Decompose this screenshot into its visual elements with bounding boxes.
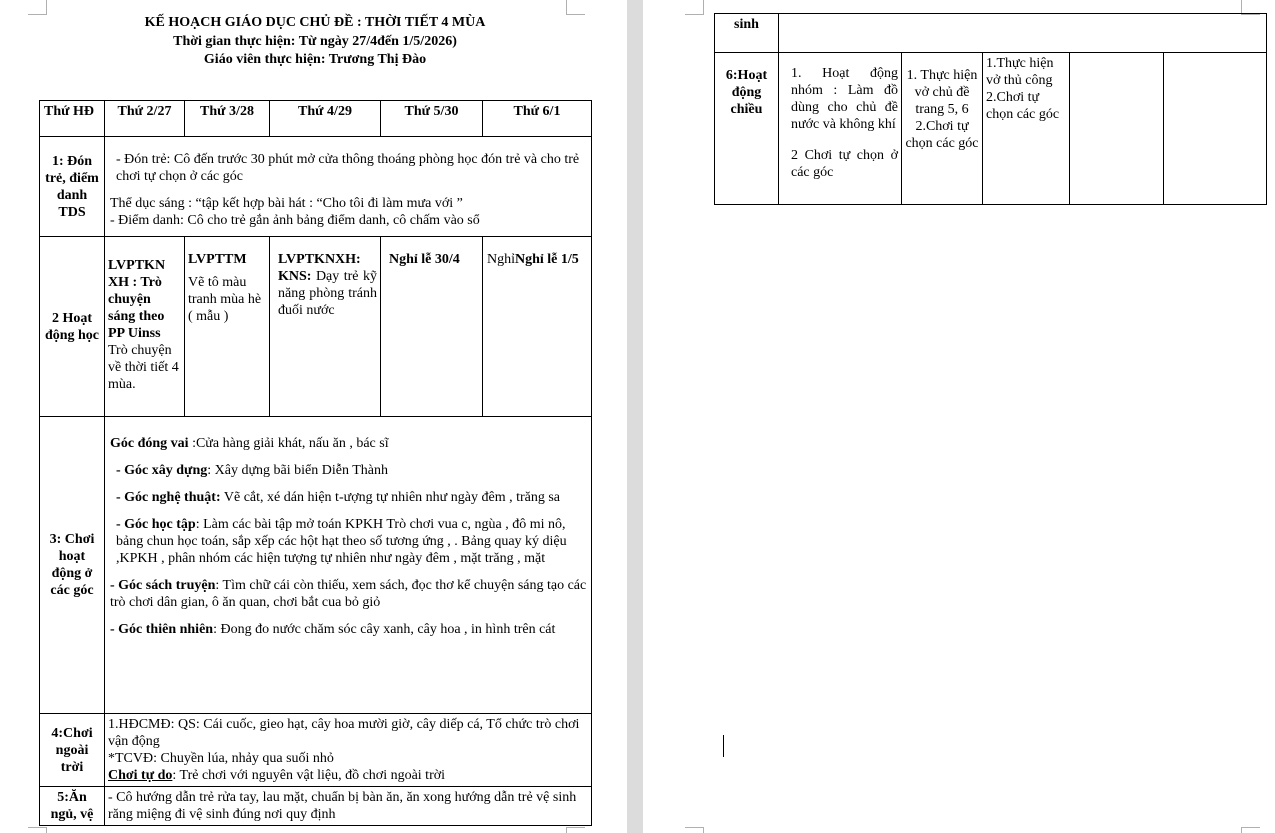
table-row — [40, 787, 592, 826]
cell-empty — [1070, 53, 1164, 205]
header-cell: Thứ HĐ — [40, 101, 105, 137]
cell-empty — [1164, 53, 1267, 205]
row-content — [105, 417, 592, 714]
cell-thursday: Nghỉ lễ 30/4 — [381, 237, 483, 417]
lesson-text: Trò chuyện về thời tiết 4 mùa. — [108, 343, 179, 392]
paragraph: - Điểm danh: Cô cho trẻ gắn ảnh bảng điểm danh, cô chấm vào sổ — [110, 213, 480, 228]
row-label: 5:Ăn ngủ, vệ — [40, 787, 105, 826]
paragraph: 1.HĐCMĐ: QS: Cái cuốc, gieo hạt, cây hoa mười giờ, cây diếp cá, Tổ chức trò chơi vận động — [108, 717, 580, 749]
paragraph: 2 Chơi tự chọn ở các góc — [791, 148, 898, 180]
lesson-title: LVPTKNXH: KNS: — [278, 252, 361, 284]
corner-text: : Tìm chữ cái còn thiếu, xem sách, đọc thơ kể chuyện sáng tạo các trò chơi dân gian, ô ăn quan, chơi bắt cua bỏ giỏ — [110, 578, 587, 610]
row-content — [105, 714, 592, 787]
corner-text: : Đong đo nước chăm sóc cây xanh, cây hoa , in hình trên cát — [213, 622, 556, 637]
paragraph: 1.Thực hiện vở thủ công — [986, 56, 1054, 88]
header-cell: Thứ 5/30 — [381, 101, 483, 137]
cell-monday — [105, 237, 185, 417]
crop-mark — [685, 827, 704, 833]
cell-tuesday — [185, 237, 270, 417]
document-title: KẾ HOẠCH GIÁO DỤC CHỦ ĐỀ : THỜI TIẾT 4 MÙA — [144, 15, 486, 30]
corner-text: : Làm các bài tập mở toán KPKH Trò chơi vua c, ngùa , đô mi nô, bảng chun học toán, sắp xếp các hột hạt theo số tương ứng , . Bảng quay ký diệu ,KPKH , phân nhóm các hiện tượng tự nhiên như ngày đêm , mặt trăng , mặt — [116, 517, 567, 566]
paragraph — [108, 489, 588, 506]
lesson-title: Nghỉ lễ 1/5 — [515, 252, 579, 267]
corner-text: :Cửa hàng giải khát, nấu ăn , bác sĩ — [192, 436, 389, 451]
header-cell: Thứ 2/27 — [105, 101, 185, 137]
paragraph — [108, 462, 588, 479]
row-label: 3: Chơi hoạt động ở các góc — [40, 417, 105, 714]
free-play-label: Chơi tự do — [108, 768, 173, 783]
paragraph — [108, 621, 588, 638]
paragraph: 2.Chơi tự chọn các góc — [986, 90, 1060, 122]
paragraph: Thể dục sáng : “tập kết hợp bài hát : “Cho tôi đi làm mưa với ” — [110, 196, 463, 211]
paragraph: 1. Thực hiện vở chủ đề trang 5, 6 — [906, 68, 978, 117]
row-label: sinh — [715, 14, 779, 53]
lesson-text: Dạy trẻ kỹ năng phòng tránh đuối nước — [278, 269, 377, 318]
crop-mark — [566, 827, 585, 833]
crop-mark — [1241, 827, 1260, 833]
paragraph — [108, 767, 588, 784]
corner-label: - Góc nghệ thuật: — [116, 490, 221, 505]
paragraph: - Đón trẻ: Cô đến trước 30 phút mở cửa thông thoáng phòng học đón trẻ và cho trẻ chơi tự chọn ở các góc — [116, 152, 580, 184]
row-label: 4:Chơi ngoài trời — [40, 714, 105, 787]
table-row — [715, 14, 1267, 53]
cell-group-activity — [779, 53, 902, 205]
corner-label: - Góc thiên nhiên — [110, 622, 214, 637]
corner-label: - Góc xây dựng — [116, 463, 208, 478]
free-play-text: : Trẻ chơi với nguyên vật liệu, đồ chơi ngoài trời — [172, 768, 446, 783]
lesson-text: Vẽ tô màu tranh mùa hè ( mẫu ) — [188, 275, 262, 324]
row-content — [105, 137, 592, 237]
document-time: Thời gian thực hiện: Từ ngày 27/4đến 1/5/2026) — [173, 34, 457, 49]
row-label: 2 Hoạt động học — [40, 237, 105, 417]
afternoon-table — [714, 13, 1267, 205]
crop-mark — [685, 0, 704, 15]
paragraph: 2.Chơi tự chọn các góc — [905, 119, 979, 151]
lesson-title: LVPTKN XH : Trò chuyện sáng theo PP Uinss — [108, 258, 166, 341]
paragraph: *TCVĐ: Chuyền lúa, nhảy qua suối nhỏ — [108, 751, 334, 766]
crop-mark — [566, 0, 585, 15]
page-gutter — [627, 0, 643, 833]
paragraph — [108, 516, 588, 567]
cell-friday — [483, 237, 592, 417]
row-content: - Cô hướng dẫn trẻ rửa tay, lau mặt, chuẩn bị bàn ăn, ăn xong hướng dẫn trẻ vệ sinh răng miệng đi vệ sinh đúng nơi quy định — [105, 787, 592, 826]
lesson-title: LVPTTM — [188, 252, 247, 267]
row-label: 6:Hoạt động chiều — [715, 53, 779, 205]
header-cell: Thứ 4/29 — [270, 101, 381, 137]
lesson-text: Nghỉ — [487, 252, 515, 267]
text-cursor — [723, 735, 724, 757]
paragraph: 1. Hoạt động nhóm : Làm đồ dùng cho chủ đề nước và không khí — [791, 66, 898, 132]
corner-text: Vẽ cắt, xé dán hiện t-ượng tự nhiên như ngày đêm , trăng sa — [223, 490, 561, 505]
table-row — [40, 714, 592, 787]
table-row — [40, 417, 592, 714]
plan-table — [39, 100, 592, 826]
header-cell: Thứ 6/1 — [483, 101, 592, 137]
paragraph — [108, 435, 588, 452]
corner-text: : Xây dựng bãi biển Diễn Thành — [207, 463, 388, 478]
corner-label: - Góc sách truyện — [110, 578, 216, 593]
document-teacher: Giáo viên thực hiện: Trương Thị Đào — [203, 52, 427, 67]
row-label: 1: Đón trẻ, điểm danh TDS — [40, 137, 105, 237]
document-page-right — [643, 0, 1275, 833]
crop-mark — [28, 827, 47, 833]
cell-wednesday — [270, 237, 381, 417]
table-row — [40, 137, 592, 237]
document-page-left — [0, 0, 627, 833]
corner-label: Góc đóng vai — [110, 436, 189, 451]
crop-mark — [28, 0, 47, 15]
paragraph — [108, 577, 588, 611]
table-header-row — [40, 101, 592, 137]
table-row — [40, 237, 592, 417]
header-cell: Thứ 3/28 — [185, 101, 270, 137]
cell-workbook — [902, 53, 983, 205]
cell-craft — [983, 53, 1070, 205]
corner-label: - Góc học tập — [116, 517, 196, 532]
row-content — [779, 14, 1267, 53]
table-row — [715, 53, 1267, 205]
